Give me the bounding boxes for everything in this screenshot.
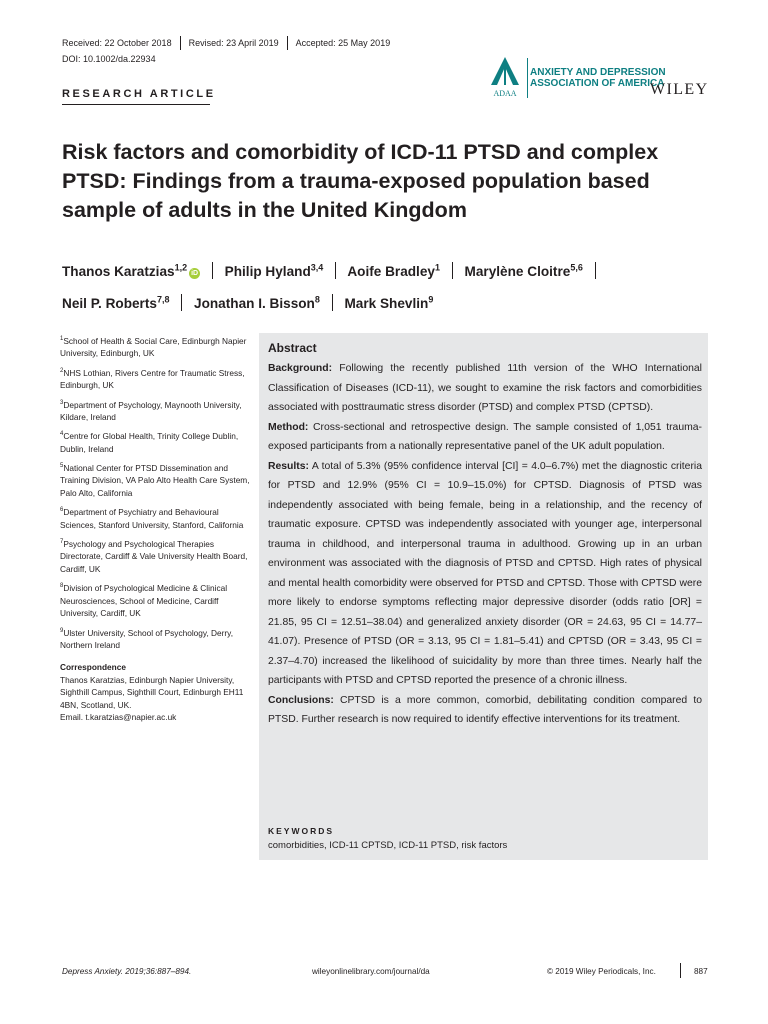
orcid-icon[interactable]: iD: [191, 269, 199, 277]
divider: [287, 36, 288, 50]
received-date: Received: 22 October 2018: [62, 38, 172, 48]
keywords: comorbidities, ICD-11 CPTSD, ICD-11 PTSD, risk factors: [268, 840, 508, 851]
affiliations: [60, 333, 250, 724]
publisher-logo: WILEY: [650, 81, 709, 98]
article-type: RESEARCH ARTICLE: [62, 88, 216, 100]
keywords-heading: KEYWORDS: [268, 826, 335, 836]
divider: [332, 294, 333, 311]
author[interactable]: Mark Shevlin$^9$: [344, 294, 434, 312]
affiliation: $^3$Department of Psychology, Maynooth University, Kildare, Ireland: [60, 399, 242, 422]
adaa-logo-icon: [485, 55, 525, 99]
author[interactable]: Marylène Cloitre$^{5,6}$: [464, 262, 583, 279]
affiliation: $^2$NHS Lothian, Rivers Centre for Traumatic Stress, Edinburgh, UK: [60, 367, 245, 391]
article-title: Risk factors and comorbidity of ICD-11 PTSD and complex PTSD: Findings from a trauma-exposed population based sample of adults in the United Kingdom: [62, 140, 659, 222]
divider: [452, 262, 453, 279]
page-number: 887: [694, 967, 708, 976]
abstract-heading: Abstract: [268, 341, 317, 355]
affiliation: $^8$Division of Psychological Medicine & Clinical Neurosciences, School of Medicine, Cardiff University, Cardiff, UK: [60, 583, 228, 619]
abstract-method: Method: Cross-sectional and retrospective design. The sample consisted of 1,051 trauma-exposed participants from a nationally representative panel of the UK adult population.: [268, 421, 702, 452]
abstract: [268, 340, 702, 730]
publication-dates: [62, 36, 390, 50]
affiliation: $^1$School of Health & Social Care, Edinburgh Napier University, Edinburgh, UK: [60, 335, 247, 359]
author[interactable]: Aoife Bradley$^1$: [347, 262, 440, 279]
logo-divider: [527, 58, 528, 98]
author[interactable]: Jonathan I. Bisson$^8$: [194, 294, 320, 312]
author[interactable]: Philip Hyland$^{3,4}$: [224, 262, 324, 279]
correspondence-heading: Correspondence: [60, 662, 126, 673]
correspondence-email[interactable]: Email. t.karatzias@napier.ac.uk: [60, 712, 177, 723]
divider: [335, 262, 336, 279]
abstract-results: Results: A total of 5.3% (95% confidence interval [CI] = 4.0–6.7%) met the diagnostic criteria for PTSD and 12.9% (95% CI = 10.9–15.0%) for CPTSD. Diagnosis of PTSD was independently associated with being female, being in a relationship, and the recency of traumatic exposure. CPTSD was independently associated with younger age, interpersonal trauma in childhood, and interpersonal trauma in adulthood. Growing up in an urban environment was associated with the diagnosis of PTSD and CPTSD. High rates of physical and mental health comorbidity were observed for PTSD and CPTSD. Those with CPTSD were more likely to endorse symptoms reflecting major depressive disorder (odds ratio [OR] = 21.85, 95 CI = 12.51–38.04) and generalized anxiety disorder (OR = 24.63, 95 CI = 14.77–41.07). Presence of PTSD (OR = 3.13, 95 CI = 1.81–5.41) and CPTSD (OR = 3.43, 95 CI = 2.37–4.70) increased the likelihood of suicidality by more than three times. Nearly half the participants with PTSD and CPTSD reported the presence of a chronic illness.: [268, 460, 702, 686]
abstract-conclusions: Conclusions: CPTSD is a more common, comorbid, debilitating condition compared to PTSD. Further research is now required to identify effective interventions for its treatment.: [268, 694, 702, 725]
adaa-name: [530, 67, 666, 89]
affiliation: $^6$Department of Psychiatry and Behavioural Sciences, Stanford University, Stanford, California: [60, 507, 244, 530]
correspondence-address: Thanos Karatzias, Edinburgh Napier University, Sighthill Campus, Sighthill Court, Edinburgh EH11 4BN, Scotland, UK.: [60, 674, 244, 710]
divider: [680, 963, 681, 978]
divider: [595, 262, 596, 279]
divider: [180, 36, 181, 50]
affiliation: $^5$National Center for PTSD Dissemination and Training Division, VA Palo Alto Health Care System, Palo Alto, California: [60, 462, 250, 498]
article-type-rule: [62, 104, 210, 105]
journal-url[interactable]: wileyonlinelibrary.com/journal/da: [312, 967, 430, 976]
divider: [212, 262, 213, 279]
divider: [181, 294, 182, 311]
author-list: [62, 253, 712, 318]
affiliation: $^9$Ulster University, School of Psychology, Derry, Northern Ireland: [60, 627, 234, 650]
accepted-date: Accepted: 25 May 2019: [295, 38, 391, 48]
author[interactable]: Thanos Karatzias$^{1,2}$: [62, 262, 188, 279]
copyright: © 2019 Wiley Periodicals, Inc.: [547, 967, 656, 976]
abstract-background: Background: Following the recently published 11th version of the WHO International Classification of Diseases (ICD-11), we sought to examine the risk factors and comorbidities associated with posttraumatic stress disorder (PTSD) and complex PTSD (CPTSD).: [268, 363, 702, 413]
adaa-name-line1: ANXIETY AND DEPRESSION: [530, 67, 666, 78]
doi[interactable]: DOI: 10.1002/da.22934: [62, 54, 156, 64]
adaa-mark-text: ADAA: [493, 89, 517, 98]
author[interactable]: Neil P. Roberts$^{7,8}$: [62, 294, 170, 312]
adaa-name-line2: ASSOCIATION OF AMERICA: [530, 78, 665, 89]
affiliation: $^4$Centre for Global Health, Trinity College Dublin, Dublin, Ireland: [60, 431, 239, 454]
affiliation: $^7$Psychology and Psychological Therapies Directorate, Cardiff & Vale University Health Board, Cardiff, UK: [60, 538, 248, 574]
citation: Depress Anxiety. 2019;36:887–894.: [62, 967, 192, 976]
revised-date: Revised: 23 April 2019: [188, 38, 279, 48]
